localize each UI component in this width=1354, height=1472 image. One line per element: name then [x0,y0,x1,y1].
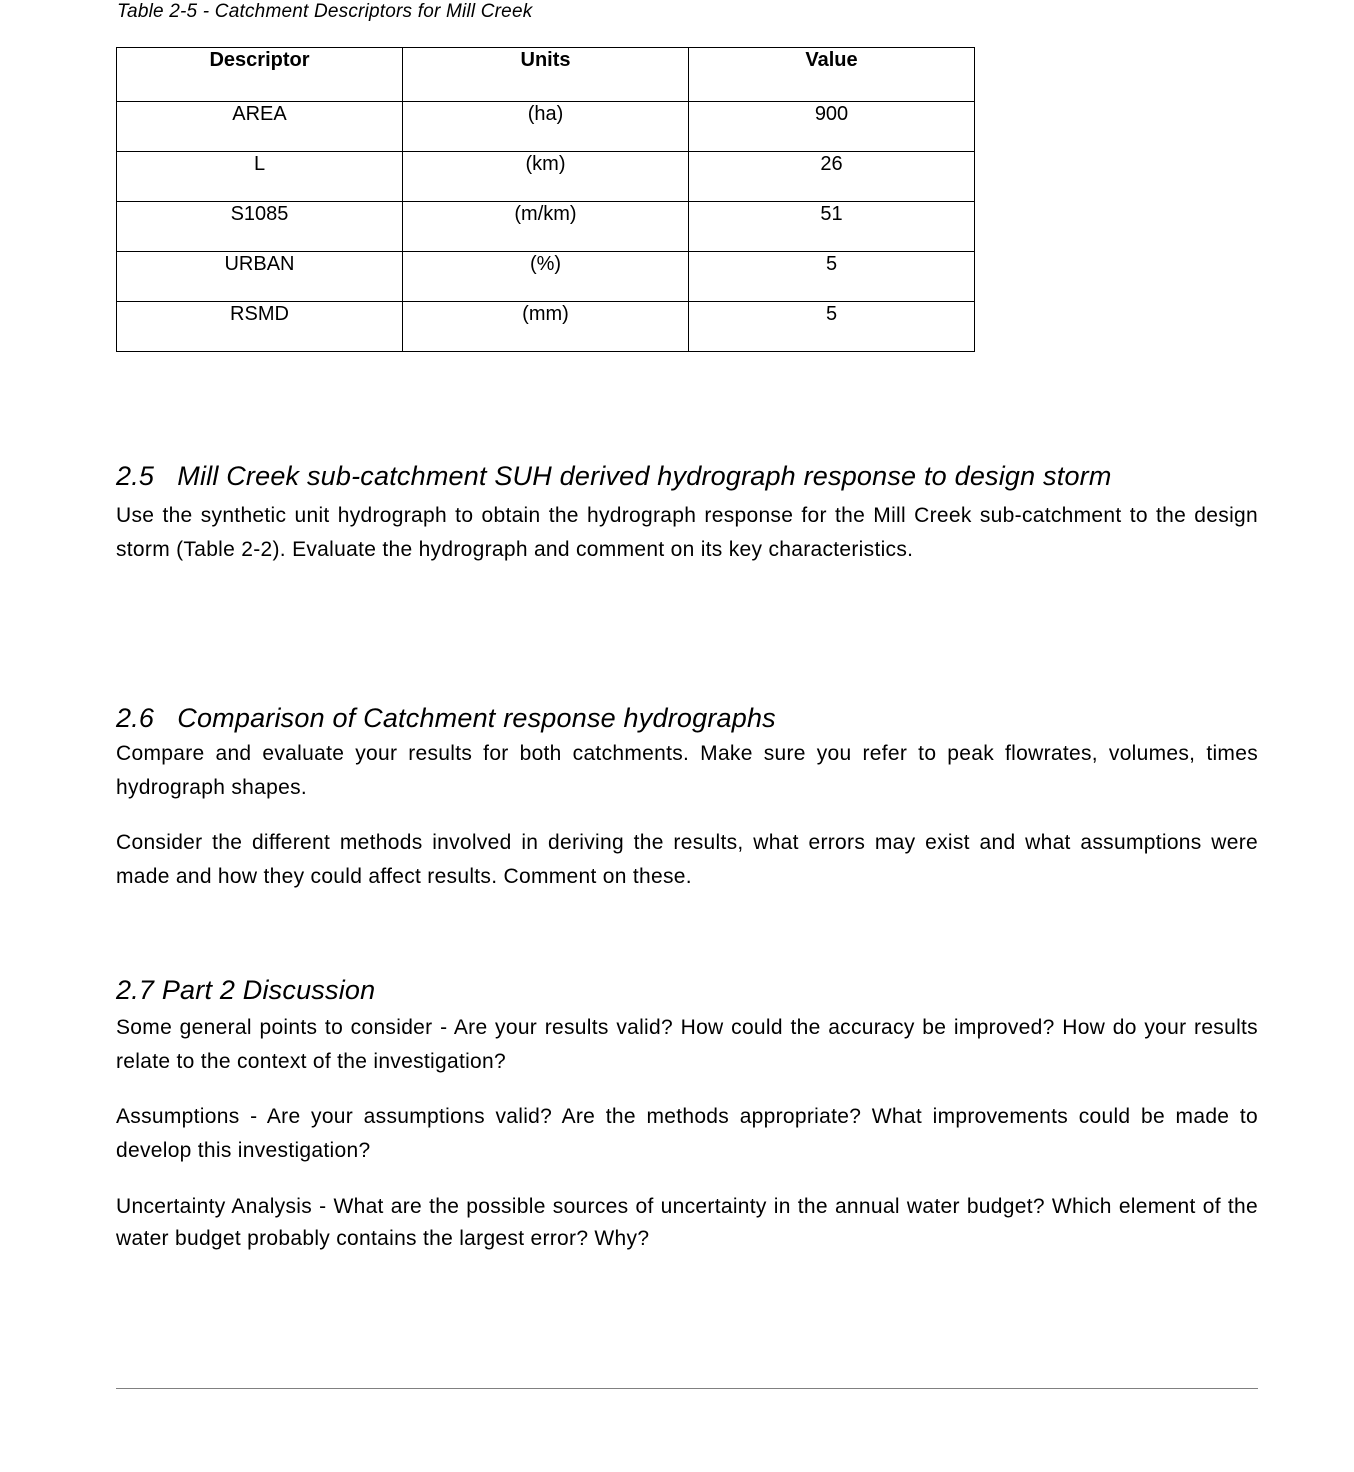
cell-units: (m/km) [403,202,689,252]
cell-units: (km) [403,152,689,202]
section-title: Comparison of Catchment response hydrographs [177,703,776,733]
section-paragraph: Uncertainty Analysis - What are the possible sources of uncertainty in the annual water budget? Which element of the water budget probably contains the largest error? Why? [116,1195,1258,1250]
cell-units: (mm) [403,302,689,352]
catchment-descriptors-table [116,47,975,352]
section-title: Mill Creek sub-catchment SUH derived hydrograph response to design storm [177,461,1112,491]
header-value: Value [689,48,975,102]
table-row [117,252,975,302]
cell-units: (ha) [403,102,689,152]
section-paragraph: Use the synthetic unit hydrograph to obtain the hydrograph response for the Mill Creek sub-catchment to the design storm (Table 2-2). Evaluate the hydrograph and comment on its key characteristics. [116,504,1258,561]
cell-value: 26 [689,152,975,202]
cell-descriptor: URBAN [117,252,403,302]
cell-descriptor: AREA [117,102,403,152]
cell-value: 51 [689,202,975,252]
section-heading [116,702,1258,734]
table-row [117,202,975,252]
table-caption: Table 2-5 - Catchment Descriptors for Mill Creek [117,1,533,22]
section-paragraph: Some general points to consider - Are your results valid? How could the accuracy be improved? How do your results relate to the context of the investigation? [116,1016,1258,1073]
cell-value: 900 [689,102,975,152]
section-paragraph: Compare and evaluate your results for both catchments. Make sure you refer to peak flowrates, volumes, times hydrograph shapes. [116,742,1258,799]
section-2-7 [116,974,1258,1255]
footer-divider [116,1388,1258,1389]
cell-value: 5 [689,252,975,302]
cell-units: (%) [403,252,689,302]
section-heading [116,460,1258,492]
section-number: 2.7 [116,975,155,1005]
section-2-5 [116,460,1258,567]
cell-descriptor: S1085 [117,202,403,252]
section-paragraph: Assumptions - Are your assumptions valid? Are the methods appropriate? What improvements could be made to develop this investigation? [116,1105,1258,1162]
cell-descriptor: L [117,152,403,202]
table-header-row [117,48,975,102]
header-units: Units [403,48,689,102]
section-number: 2.5 [116,461,155,491]
table-row [117,302,975,352]
section-number: 2.6 [116,703,155,733]
header-descriptor: Descriptor [117,48,403,102]
cell-descriptor: RSMD [117,302,403,352]
table-row [117,102,975,152]
cell-value: 5 [689,302,975,352]
section-heading [116,974,1258,1006]
section-paragraph: Consider the different methods involved in deriving the results, what errors may exist and what assumptions were made and how they could affect results. Comment on these. [116,831,1258,888]
section-title: Part 2 Discussion [161,975,376,1005]
section-2-6 [116,702,1258,894]
table-row [117,152,975,202]
